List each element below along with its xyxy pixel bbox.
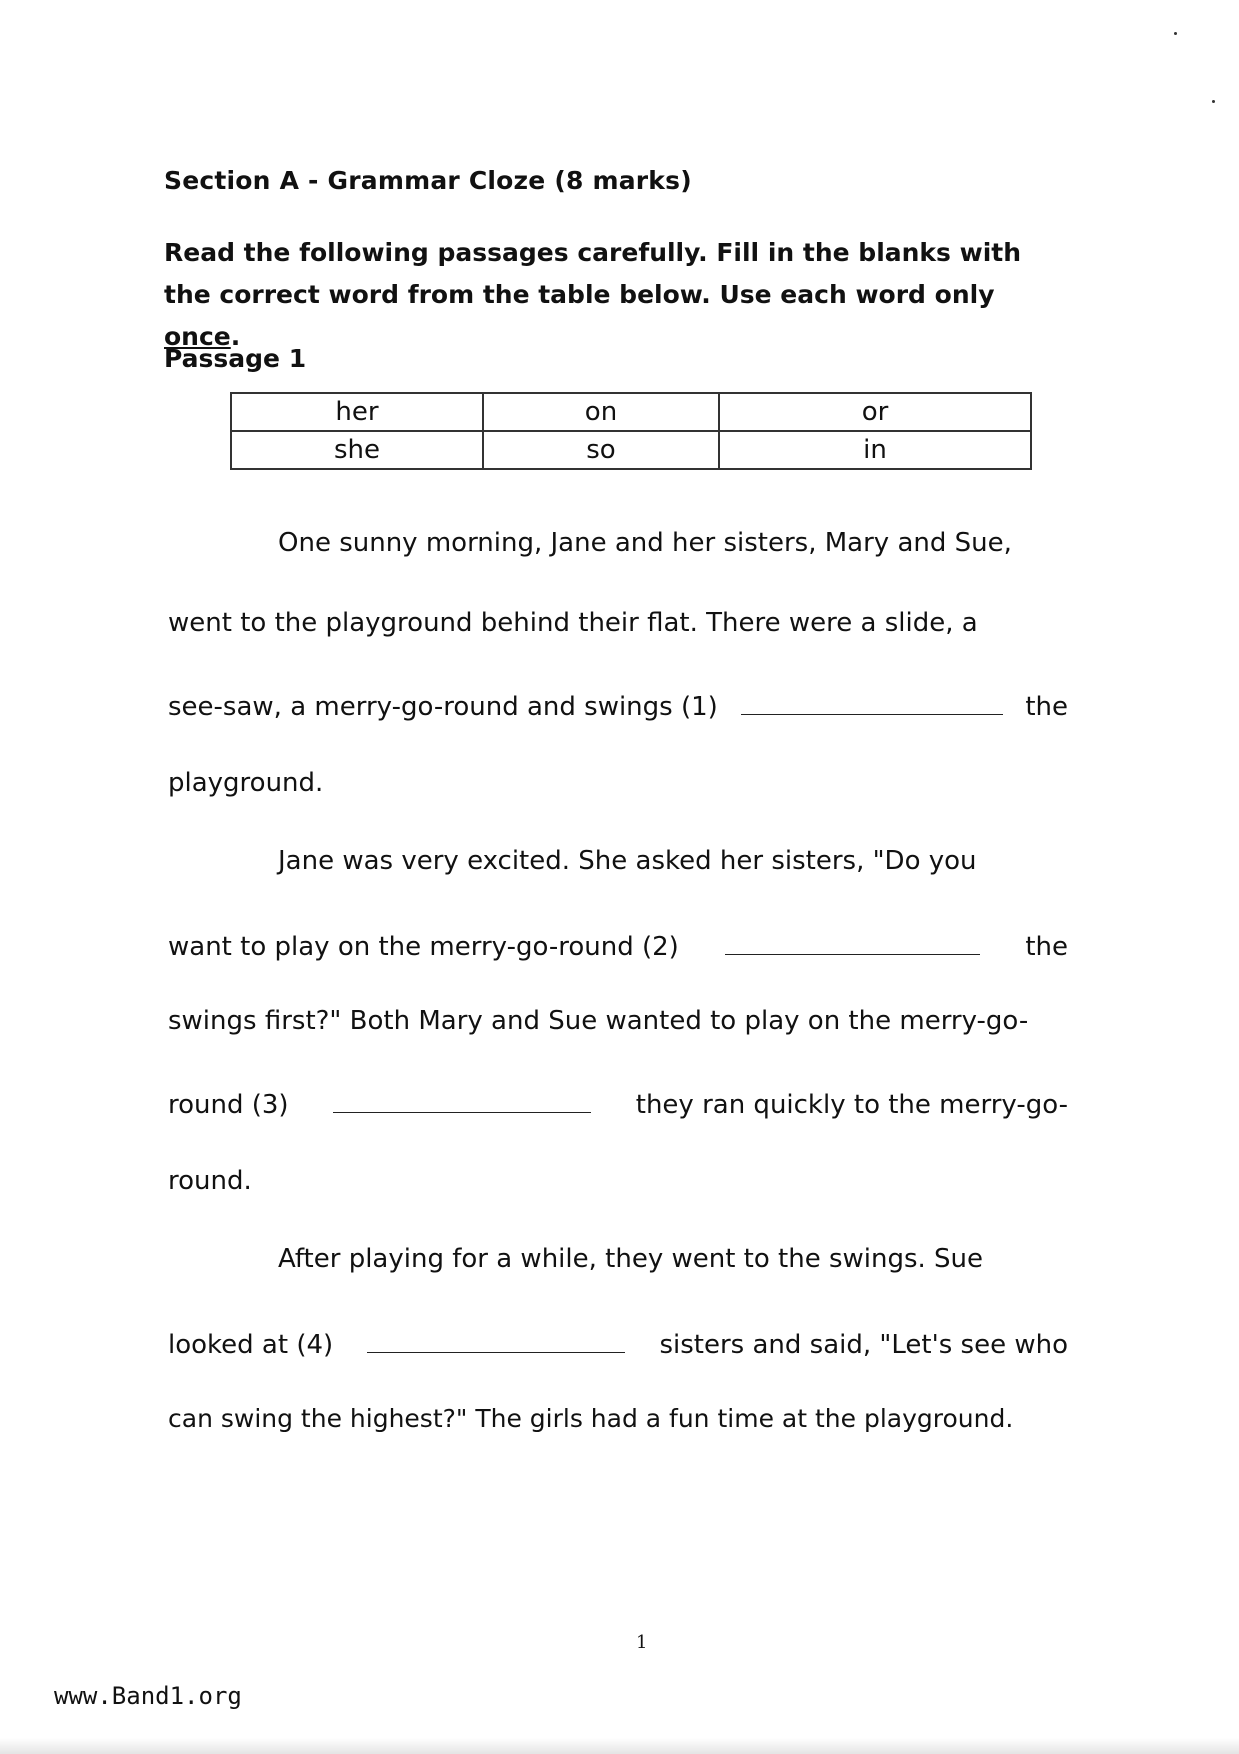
word-bank-cell: in: [719, 431, 1031, 469]
word-bank-row: [231, 393, 1031, 431]
line-text: round (3): [168, 1090, 289, 1120]
line-text: Jane was very excited. She asked her sisters, "Do you: [278, 846, 977, 876]
line-text: swings first?" Both Mary and Sue wanted to play on the merry-go-: [168, 1006, 1029, 1036]
line-text: round.: [168, 1166, 252, 1196]
passage-line: [168, 528, 1068, 558]
blank-1[interactable]: [741, 688, 1003, 715]
word-bank-cell: her: [231, 393, 483, 431]
word-bank-table: [230, 392, 1032, 470]
passage-line: [168, 1086, 1068, 1120]
line-text: sisters and said, "Let's see who: [659, 1330, 1068, 1360]
line-text: looked at (4): [168, 1330, 334, 1360]
word-bank-cell: so: [483, 431, 719, 469]
word-bank-cell: or: [719, 393, 1031, 431]
scan-speck: [1212, 100, 1215, 103]
blank-4[interactable]: [367, 1326, 625, 1353]
line-text: went to the playground behind their flat. There were a slide, a: [168, 608, 978, 638]
passage-line: [168, 608, 1068, 638]
instruction-emphasis: once: [164, 322, 231, 351]
word-bank-row: [231, 431, 1031, 469]
passage-line: [168, 1326, 1068, 1360]
passage-line: [168, 1006, 1068, 1036]
passage-line: [168, 688, 1068, 722]
passage-line: [168, 928, 1068, 962]
instruction-end: .: [230, 322, 241, 351]
line-text: see-saw, a merry-go-round and swings (1): [168, 692, 718, 722]
line-text: After playing for a while, they went to the swings. Sue: [278, 1244, 984, 1274]
line-text: playground.: [168, 768, 324, 798]
passage-label: Passage 1: [164, 344, 307, 373]
word-bank-cell: on: [483, 393, 719, 431]
line-text: One sunny morning, Jane and her sisters, Mary and Sue,: [278, 528, 1012, 558]
line-text: the: [1025, 932, 1068, 962]
line-text: want to play on the merry-go-round (2): [168, 932, 679, 962]
passage-line: [168, 1244, 1068, 1274]
line-text: they ran quickly to the merry-go-: [635, 1090, 1068, 1120]
instruction-text: Read the following passages carefully. Fill in the blanks with the correct word from the table below. Use each word only: [164, 238, 1022, 309]
passage-line: [168, 1166, 1068, 1196]
passage-line: [168, 1404, 1068, 1433]
footer-url: www.Band1.org: [54, 1682, 242, 1710]
page-number: 1: [636, 1632, 648, 1653]
line-text: can swing the highest?" The girls had a fun time at the playground.: [168, 1404, 1014, 1433]
instructions: [164, 232, 1064, 358]
line-text: the: [1025, 692, 1068, 722]
scan-edge: [0, 1738, 1239, 1754]
blank-2[interactable]: [725, 928, 980, 955]
passage-line: [168, 846, 1068, 876]
scan-speck: [1174, 32, 1177, 35]
blank-3[interactable]: [333, 1086, 591, 1113]
section-title: Section A - Grammar Cloze (8 marks): [164, 166, 692, 195]
passage-line: [168, 768, 1068, 798]
word-bank-cell: she: [231, 431, 483, 469]
